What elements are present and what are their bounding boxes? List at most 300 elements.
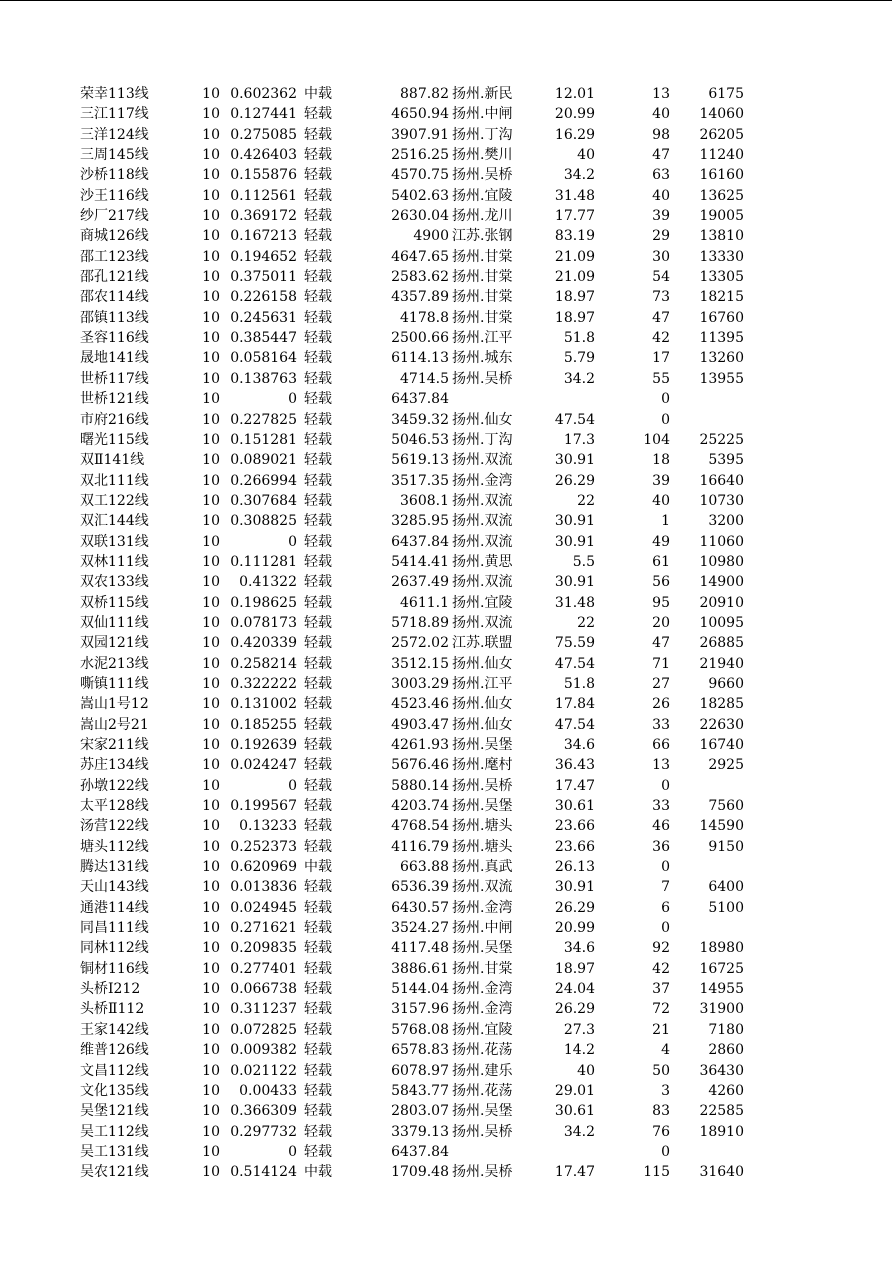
- transformer-capacity-cell: 6400: [708, 879, 744, 896]
- load-level-cell: 轻载: [304, 553, 332, 570]
- transformer-count-cell: 1: [661, 513, 670, 530]
- voltage-cell: 10: [202, 309, 220, 326]
- line-length-cell: 47.54: [554, 716, 595, 733]
- voltage-cell: 10: [202, 1164, 220, 1181]
- load-ratio-cell: 0.089021: [230, 452, 297, 469]
- area-cell: 扬州.双流: [452, 492, 513, 509]
- voltage-cell: 10: [202, 513, 220, 530]
- table-row: [80, 1020, 760, 1040]
- table-row: [80, 694, 760, 714]
- table-row: [80, 84, 760, 104]
- voltage-cell: 10: [202, 106, 220, 123]
- capacity-margin-cell: 4570.75: [391, 167, 449, 184]
- table-row: [80, 593, 760, 613]
- line-name-cell: 吴工131线: [80, 1143, 149, 1160]
- line-length-cell: 30.91: [554, 574, 595, 591]
- load-level-cell: 轻载: [304, 574, 332, 591]
- load-ratio-cell: 0.066738: [230, 981, 297, 998]
- area-cell: 扬州.中闸: [452, 106, 513, 123]
- capacity-margin-cell: 4611.1: [400, 594, 449, 611]
- area-cell: 扬州.甘棠: [452, 289, 513, 306]
- line-name-cell: 吴堡121线: [80, 1103, 149, 1120]
- voltage-cell: 10: [202, 86, 220, 102]
- table-row: [80, 1122, 760, 1142]
- line-name-cell: 苏庄134线: [80, 757, 149, 774]
- table-row: [80, 918, 760, 938]
- capacity-margin-cell: 4523.46: [391, 696, 449, 713]
- transformer-capacity-cell: 31640: [699, 1164, 744, 1181]
- table-row: [80, 999, 760, 1019]
- table-row: [80, 247, 760, 267]
- transformer-capacity-cell: [680, 776, 744, 796]
- table-row: [80, 877, 760, 897]
- capacity-margin-cell: 3003.29: [391, 675, 449, 692]
- transformer-count-cell: 39: [652, 208, 670, 225]
- voltage-cell: 10: [202, 248, 220, 265]
- line-name-cell: 双Ⅱ141线: [80, 452, 145, 469]
- table-row: [80, 125, 760, 145]
- transformer-capacity-cell: 22630: [699, 716, 744, 733]
- transformer-capacity-cell: 18910: [699, 1123, 744, 1140]
- voltage-cell: 10: [202, 431, 220, 448]
- capacity-margin-cell: 6437.84: [391, 391, 449, 408]
- line-length-cell: 30.91: [554, 533, 595, 550]
- capacity-margin-cell: 2583.62: [391, 269, 449, 286]
- capacity-margin-cell: 887.82: [400, 86, 449, 102]
- line-length-cell: 34.2: [563, 167, 595, 184]
- table-row: [80, 410, 760, 430]
- transformer-capacity-cell: 10095: [699, 614, 744, 631]
- load-level-cell: 轻载: [304, 818, 332, 835]
- area-cell: 扬州.金湾: [452, 981, 513, 998]
- load-level-cell: 轻载: [304, 248, 332, 265]
- line-name-cell: 同昌111线: [80, 920, 149, 937]
- transformer-capacity-cell: 10730: [699, 492, 744, 509]
- table-row: [80, 430, 760, 450]
- voltage-cell: 10: [202, 940, 220, 957]
- load-level-cell: 轻载: [304, 981, 332, 998]
- transformer-count-cell: 13: [652, 757, 670, 774]
- table-row: [80, 104, 760, 124]
- line-length-cell: 51.8: [563, 330, 595, 347]
- voltage-cell: 10: [202, 411, 220, 428]
- transformer-capacity-cell: 2925: [708, 757, 744, 774]
- load-ratio-cell: 0.112561: [230, 187, 297, 204]
- voltage-cell: 10: [202, 330, 220, 347]
- voltage-cell: 10: [202, 920, 220, 937]
- transformer-count-cell: 66: [652, 737, 670, 753]
- load-ratio-cell: 0.185255: [230, 716, 297, 733]
- transformer-count-cell: 47: [652, 309, 670, 326]
- load-level-cell: 轻载: [304, 513, 332, 530]
- load-ratio-cell: 0: [288, 777, 297, 794]
- load-level-cell: 轻载: [304, 309, 332, 326]
- transformer-count-cell: 18: [652, 452, 670, 469]
- load-level-cell: 轻载: [304, 492, 332, 509]
- transformer-count-cell: 29: [652, 228, 670, 245]
- area-cell: 扬州.金湾: [452, 1001, 513, 1018]
- capacity-margin-cell: 4203.74: [391, 798, 449, 815]
- load-ratio-cell: 0.013836: [230, 879, 297, 896]
- capacity-margin-cell: 5880.14: [391, 777, 449, 794]
- transformer-count-cell: 40: [652, 106, 670, 123]
- area-cell: 扬州.丁沟: [452, 126, 513, 143]
- load-ratio-cell: 0.072825: [230, 1021, 297, 1038]
- table-row: [80, 938, 760, 958]
- transformer-capacity-cell: 13810: [699, 228, 744, 245]
- load-ratio-cell: 0.00433: [239, 1082, 297, 1099]
- voltage-cell: 10: [202, 614, 220, 631]
- transformer-capacity-cell: [680, 857, 744, 877]
- line-length-cell: 31.48: [554, 187, 595, 204]
- line-name-cell: 水泥213线: [80, 655, 149, 672]
- line-name-cell: 双仙111线: [80, 614, 149, 631]
- voltage-cell: 10: [202, 859, 220, 876]
- line-name-cell: 纱厂217线: [80, 208, 149, 225]
- load-ratio-cell: 0.297732: [230, 1123, 297, 1140]
- transformer-count-cell: 115: [643, 1164, 670, 1181]
- load-level-cell: 轻载: [304, 1001, 332, 1018]
- capacity-margin-cell: 6437.84: [391, 533, 449, 550]
- load-level-cell: 轻载: [304, 1082, 332, 1099]
- area-cell: 扬州.花荡: [452, 1042, 513, 1059]
- line-name-cell: 晟地141线: [80, 350, 149, 367]
- area-cell: 扬州.花荡: [452, 1082, 513, 1099]
- voltage-cell: 10: [202, 1062, 220, 1079]
- area-cell: 扬州.双流: [452, 513, 513, 530]
- load-ratio-cell: 0.322222: [230, 675, 297, 692]
- transformer-capacity-cell: [680, 410, 744, 430]
- transformer-capacity-cell: 14590: [699, 818, 744, 835]
- area-cell: 扬州.吴堡: [452, 737, 513, 753]
- line-name-cell: 太平128线: [80, 798, 149, 815]
- transformer-capacity-cell: 16725: [699, 960, 744, 977]
- transformer-count-cell: 42: [652, 960, 670, 977]
- capacity-margin-cell: 6430.57: [391, 899, 449, 916]
- transformer-count-cell: 104: [643, 431, 670, 448]
- line-name-cell: 孙墩122线: [80, 777, 149, 794]
- load-ratio-cell: 0.307684: [230, 492, 297, 509]
- transformer-count-cell: 40: [652, 492, 670, 509]
- area-cell: 扬州.吴桥: [452, 370, 513, 387]
- table-row: [80, 226, 760, 246]
- transformer-count-cell: 0: [661, 777, 670, 794]
- capacity-margin-cell: 6437.84: [391, 1143, 449, 1160]
- transformer-count-cell: 46: [652, 818, 670, 835]
- voltage-cell: 10: [202, 228, 220, 245]
- voltage-cell: 10: [202, 1103, 220, 1120]
- line-length-cell: 34.2: [563, 1123, 595, 1140]
- area-cell: [452, 389, 524, 409]
- capacity-margin-cell: 4714.5: [400, 370, 449, 387]
- load-level-cell: 轻载: [304, 920, 332, 937]
- area-cell: 扬州.双流: [452, 879, 513, 896]
- voltage-cell: 10: [202, 391, 220, 408]
- line-name-cell: 邵镇113线: [80, 309, 149, 326]
- voltage-cell: 10: [202, 777, 220, 794]
- load-ratio-cell: 0.275085: [230, 126, 297, 143]
- load-level-cell: 轻载: [304, 533, 332, 550]
- load-level-cell: 轻载: [304, 126, 332, 143]
- transformer-capacity-cell: 16640: [699, 472, 744, 489]
- load-ratio-cell: 0.024945: [230, 899, 297, 916]
- load-level-cell: 轻载: [304, 960, 332, 977]
- area-cell: 扬州.吴桥: [452, 1123, 513, 1140]
- line-name-cell: 天山143线: [80, 879, 149, 896]
- load-level-cell: 轻载: [304, 1042, 332, 1059]
- transformer-count-cell: 42: [652, 330, 670, 347]
- line-name-cell: 双汇144线: [80, 513, 149, 530]
- load-level-cell: 轻载: [304, 737, 332, 753]
- load-ratio-cell: 0.245631: [230, 309, 297, 326]
- load-level-cell: 轻载: [304, 1123, 332, 1140]
- table-row: [80, 287, 760, 307]
- load-ratio-cell: 0.311237: [230, 1001, 297, 1018]
- capacity-margin-cell: 2500.66: [391, 330, 449, 347]
- transformer-capacity-cell: 16740: [699, 737, 744, 753]
- line-name-cell: 双联131线: [80, 533, 149, 550]
- line-name-cell: 宋家211线: [80, 737, 149, 753]
- transformer-count-cell: 49: [652, 533, 670, 550]
- area-cell: 江苏.张钢: [452, 228, 513, 245]
- capacity-margin-cell: 5414.41: [391, 553, 449, 570]
- transformer-count-cell: 83: [652, 1103, 670, 1120]
- load-level-cell: 轻载: [304, 147, 332, 164]
- table-row: [80, 450, 760, 470]
- voltage-cell: 10: [202, 472, 220, 489]
- load-level-cell: 轻载: [304, 879, 332, 896]
- line-name-cell: 嘶镇111线: [80, 675, 149, 692]
- transformer-count-cell: 54: [652, 269, 670, 286]
- table-row: [80, 511, 760, 531]
- load-ratio-cell: 0.13233: [239, 818, 297, 835]
- line-length-cell: 17.47: [554, 777, 595, 794]
- transformer-capacity-cell: 7180: [708, 1021, 744, 1038]
- transformer-capacity-cell: 21940: [699, 655, 744, 672]
- area-cell: 扬州.金湾: [452, 899, 513, 916]
- line-length-cell: 26.29: [554, 1001, 595, 1018]
- load-level-cell: 轻载: [304, 757, 332, 774]
- voltage-cell: 10: [202, 716, 220, 733]
- area-cell: 扬州.真武: [452, 859, 513, 876]
- line-length-cell: 51.8: [563, 675, 595, 692]
- transformer-count-cell: 7: [661, 879, 670, 896]
- table-row: [80, 308, 760, 328]
- transformer-capacity-cell: 2860: [708, 1042, 744, 1059]
- line-length-cell: 26.13: [554, 859, 595, 876]
- area-cell: 扬州.樊川: [452, 147, 513, 164]
- line-length-cell: 40: [577, 147, 595, 164]
- transformer-capacity-cell: 9660: [708, 675, 744, 692]
- line-name-cell: 双园121线: [80, 635, 149, 652]
- line-length-cell: 12.01: [554, 86, 595, 102]
- transformer-capacity-cell: 5395: [708, 452, 744, 469]
- table-row: [80, 959, 760, 979]
- transformer-capacity-cell: 25225: [699, 431, 744, 448]
- line-name-cell: 文昌112线: [80, 1062, 149, 1079]
- load-level-cell: 轻载: [304, 1143, 332, 1160]
- line-name-cell: 吴工112线: [80, 1123, 149, 1140]
- load-level-cell: 轻载: [304, 838, 332, 855]
- line-length-cell: 83.19: [554, 228, 595, 245]
- transformer-count-cell: 20: [652, 614, 670, 631]
- transformer-count-cell: 40: [652, 187, 670, 204]
- load-ratio-cell: 0.271621: [230, 920, 297, 937]
- load-ratio-cell: 0.167213: [230, 228, 297, 245]
- line-name-cell: 沙王116线: [80, 187, 149, 204]
- transformer-count-cell: 61: [652, 553, 670, 570]
- table-row: [80, 796, 760, 816]
- load-level-cell: 轻载: [304, 675, 332, 692]
- transformer-capacity-cell: 13955: [699, 370, 744, 387]
- load-level-cell: 轻载: [304, 655, 332, 672]
- page-top-border: [0, 0, 892, 1]
- load-ratio-cell: 0.151281: [230, 431, 297, 448]
- load-level-cell: 中载: [304, 86, 332, 102]
- line-name-cell: 邵农114线: [80, 289, 149, 306]
- transformer-capacity-cell: 18285: [699, 696, 744, 713]
- line-length-cell: 20.99: [554, 106, 595, 123]
- area-cell: 扬州.甘棠: [452, 309, 513, 326]
- capacity-margin-cell: 2803.07: [391, 1103, 449, 1120]
- area-cell: 扬州.麾村: [452, 757, 513, 774]
- load-level-cell: 轻载: [304, 716, 332, 733]
- transformer-capacity-cell: 10980: [699, 553, 744, 570]
- transformer-capacity-cell: 4260: [708, 1082, 744, 1099]
- capacity-margin-cell: 5843.77: [391, 1082, 449, 1099]
- transformer-capacity-cell: 14060: [699, 106, 744, 123]
- area-cell: 扬州.中闸: [452, 920, 513, 937]
- area-cell: 扬州.甘棠: [452, 248, 513, 265]
- table-row: [80, 735, 760, 755]
- voltage-cell: 10: [202, 574, 220, 591]
- load-ratio-cell: 0.226158: [230, 289, 297, 306]
- table-row: [80, 572, 760, 592]
- line-name-cell: 曙光115线: [80, 431, 149, 448]
- capacity-margin-cell: 2630.04: [391, 208, 449, 225]
- line-name-cell: 塘头112线: [80, 838, 149, 855]
- voltage-cell: 10: [202, 675, 220, 692]
- load-ratio-cell: 0.602362: [230, 86, 297, 102]
- load-level-cell: 轻载: [304, 1062, 332, 1079]
- line-length-cell: 17.77: [554, 208, 595, 225]
- area-cell: 扬州.双流: [452, 452, 513, 469]
- line-name-cell: 双北111线: [80, 472, 149, 489]
- transformer-count-cell: 73: [652, 289, 670, 306]
- load-ratio-cell: 0.426403: [230, 147, 297, 164]
- load-level-cell: 轻载: [304, 350, 332, 367]
- capacity-margin-cell: 5676.46: [391, 757, 449, 774]
- transformer-count-cell: 0: [661, 1143, 670, 1160]
- capacity-margin-cell: 4900: [413, 228, 449, 245]
- line-name-cell: 头桥Ⅱ112: [80, 1001, 145, 1018]
- line-length-cell: 22: [577, 614, 595, 631]
- line-name-cell: 世桥121线: [80, 391, 149, 408]
- load-ratio-cell: 0.227825: [230, 411, 297, 428]
- table-row: [80, 1040, 760, 1060]
- transformer-capacity-cell: 11395: [699, 330, 744, 347]
- load-ratio-cell: 0.385447: [230, 330, 297, 347]
- line-length-cell: 34.2: [563, 370, 595, 387]
- transformer-count-cell: 39: [652, 472, 670, 489]
- capacity-margin-cell: 6078.97: [391, 1062, 449, 1079]
- transformer-count-cell: 92: [652, 940, 670, 957]
- area-cell: 扬州.双流: [452, 614, 513, 631]
- capacity-margin-cell: 3517.35: [391, 472, 449, 489]
- load-level-cell: 轻载: [304, 208, 332, 225]
- capacity-margin-cell: 3379.13: [391, 1123, 449, 1140]
- load-ratio-cell: 0.058164: [230, 350, 297, 367]
- load-ratio-cell: 0.266994: [230, 472, 297, 489]
- line-name-cell: 嵩山1号12: [80, 696, 149, 713]
- capacity-margin-cell: 5144.04: [391, 981, 449, 998]
- voltage-cell: 10: [202, 899, 220, 916]
- capacity-margin-cell: 5718.89: [391, 614, 449, 631]
- transformer-count-cell: 47: [652, 635, 670, 652]
- capacity-margin-cell: 6536.39: [391, 879, 449, 896]
- line-length-cell: 29.01: [554, 1082, 595, 1099]
- voltage-cell: 10: [202, 1042, 220, 1059]
- load-level-cell: 轻载: [304, 899, 332, 916]
- transformer-capacity-cell: 14900: [699, 574, 744, 591]
- line-length-cell: 23.66: [554, 838, 595, 855]
- voltage-cell: 10: [202, 187, 220, 204]
- area-cell: 扬州.塘头: [452, 818, 513, 835]
- capacity-margin-cell: 3512.15: [391, 655, 449, 672]
- line-name-cell: 邵工123线: [80, 248, 149, 265]
- voltage-cell: 10: [202, 696, 220, 713]
- capacity-margin-cell: 4650.94: [391, 106, 449, 123]
- area-cell: 扬州.江平: [452, 675, 513, 692]
- transformer-capacity-cell: 3200: [708, 513, 744, 530]
- voltage-cell: 10: [202, 1001, 220, 1018]
- table-row: [80, 389, 760, 409]
- voltage-cell: 10: [202, 126, 220, 143]
- line-length-cell: 21.09: [554, 248, 595, 265]
- table-row: [80, 755, 760, 775]
- capacity-margin-cell: 5046.53: [391, 431, 449, 448]
- line-name-cell: 汤营122线: [80, 818, 149, 835]
- voltage-cell: 10: [202, 269, 220, 286]
- load-level-cell: 中载: [304, 1164, 332, 1181]
- capacity-margin-cell: 3907.91: [391, 126, 449, 143]
- capacity-margin-cell: 5402.63: [391, 187, 449, 204]
- area-cell: 扬州.甘棠: [452, 960, 513, 977]
- line-length-cell: 30.61: [554, 1103, 595, 1120]
- voltage-cell: 10: [202, 981, 220, 998]
- load-level-cell: 轻载: [304, 289, 332, 306]
- line-name-cell: 通港114线: [80, 899, 149, 916]
- area-cell: 扬州.仙女: [452, 716, 513, 733]
- voltage-cell: 10: [202, 757, 220, 774]
- transformer-count-cell: 0: [661, 411, 670, 428]
- transformer-capacity-cell: 11240: [699, 147, 744, 164]
- line-name-cell: 双工122线: [80, 492, 149, 509]
- load-level-cell: 轻载: [304, 798, 332, 815]
- line-length-cell: 5.5: [572, 553, 595, 570]
- table-row: [80, 979, 760, 999]
- area-cell: 扬州.双流: [452, 574, 513, 591]
- transformer-capacity-cell: [680, 918, 744, 938]
- load-ratio-cell: 0.194652: [230, 248, 297, 265]
- capacity-margin-cell: 4903.47: [391, 716, 449, 733]
- line-length-cell: 26.29: [554, 472, 595, 489]
- load-level-cell: 轻载: [304, 696, 332, 713]
- voltage-cell: 10: [202, 147, 220, 164]
- voltage-cell: 10: [202, 879, 220, 896]
- transformer-capacity-cell: 13260: [699, 350, 744, 367]
- capacity-margin-cell: 4647.65: [391, 248, 449, 265]
